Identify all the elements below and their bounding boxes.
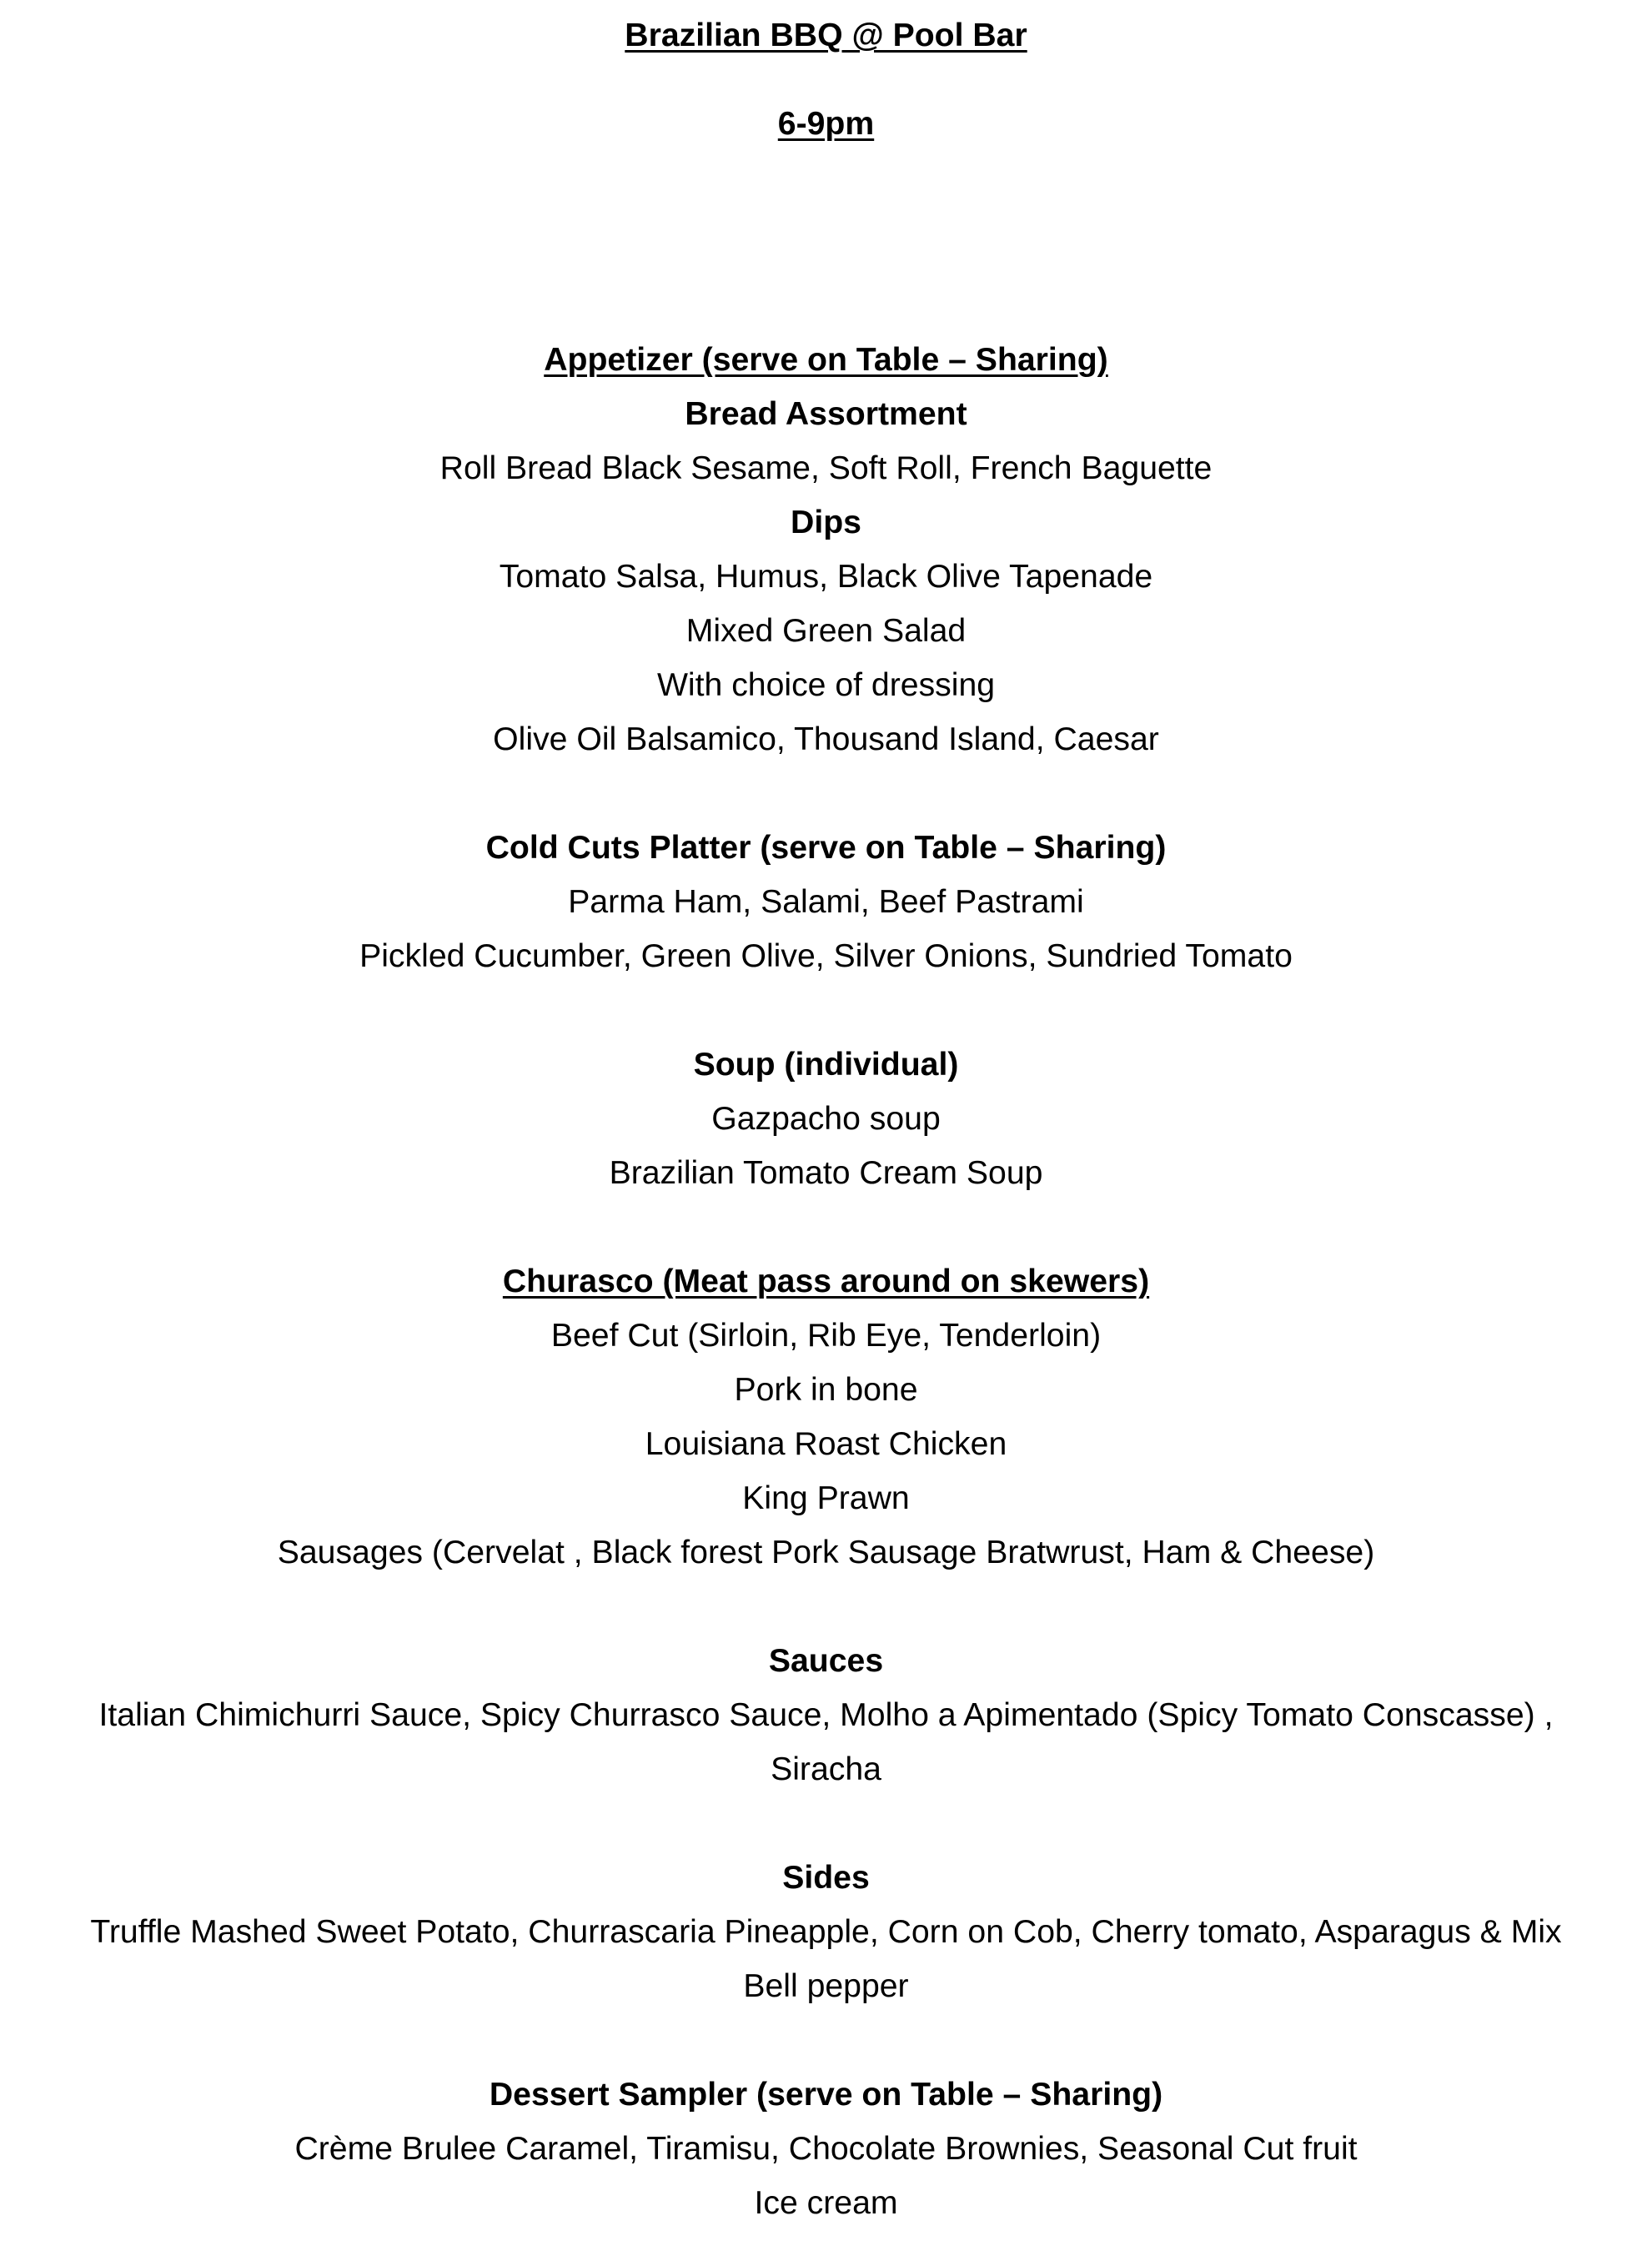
appetizer-heading: Appetizer (serve on Table – Sharing) [544,342,1108,378]
dessert-line: Crème Brulee Caramel, Tiramisu, Chocolate Brownies, Seasonal Cut fruit [294,2131,1358,2167]
bread-heading: Bread Assortment [685,396,967,432]
dessert-line: Ice cream [754,2185,898,2221]
sides-line: Truffle Mashed Sweet Potato, Churrascaria Pineapple, Corn on Cob, Cherry tomato, Asparagus & Mix [90,1914,1562,1950]
sides-line: Bell pepper [743,1968,909,2004]
churrasco-heading: Churasco (Meat pass around on skewers) [502,1264,1150,1299]
menu-title: Brazilian BBQ @ Pool Bar [625,18,1027,53]
soup-line: Gazpacho soup [711,1101,941,1137]
dressing-note: With choice of dressing [656,667,996,703]
sauces-heading: Sauces [768,1643,884,1679]
cold-cuts-heading: Cold Cuts Platter (serve on Table – Sharing) [485,830,1167,866]
sauces-line: Italian Chimichurri Sauce, Spicy Churrasco Sauce, Molho a Apimentado (Spicy Tomato Conscasse) , [98,1697,1554,1733]
churrasco-line: Beef Cut (Sirloin, Rib Eye, Tenderloin) [550,1318,1102,1354]
dips-items: Tomato Salsa, Humus, Black Olive Tapenade [499,559,1153,595]
churrasco-line: King Prawn [742,1480,910,1516]
dressing-items: Olive Oil Balsamico, Thousand Island, Caesar [493,721,1159,757]
sides-heading: Sides [782,1860,870,1896]
cold-cuts-line: Parma Ham, Salami, Beef Pastrami [568,884,1084,920]
churrasco-line: Louisiana Roast Chicken [645,1426,1007,1462]
menu-time: 6-9pm [777,106,875,142]
cold-cuts-line: Pickled Cucumber, Green Olive, Silver Onions, Sundried Tomato [359,938,1293,974]
soup-line: Brazilian Tomato Cream Soup [609,1155,1043,1191]
dips-heading: Dips [791,505,861,540]
bread-items: Roll Bread Black Sesame, Soft Roll, French Baguette [439,450,1213,486]
churrasco-line: Sausages (Cervelat , Black forest Pork Sausage Bratwrust, Ham & Cheese) [277,1535,1375,1570]
soup-heading: Soup (individual) [693,1047,959,1083]
churrasco-line: Pork in bone [734,1372,918,1408]
salad-item: Mixed Green Salad [685,613,967,649]
dessert-heading: Dessert Sampler (serve on Table – Sharing) [489,2077,1163,2113]
sauces-line: Siracha [771,1751,881,1787]
